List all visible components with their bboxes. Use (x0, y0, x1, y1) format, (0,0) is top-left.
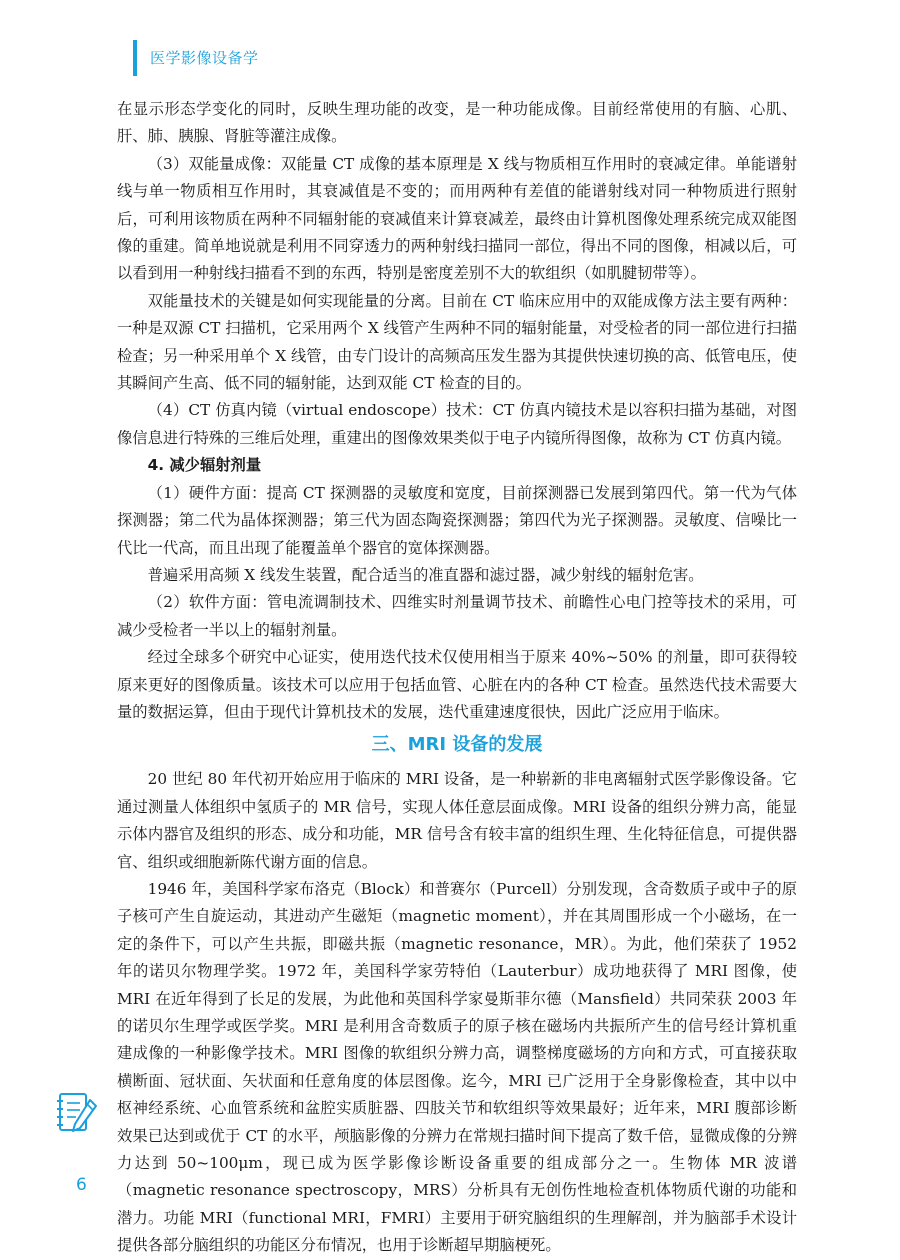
page-content (117, 96, 797, 1260)
paragraph-dual-energy-key: 双能量技术的关键是如何实现能量的分离。目前在 CT 临床应用中的双能成像方法主要有两种：一种是双源 CT 扫描机，它采用两个 X 线管产生两种不同的辐射能量，对受检者的同一部位进行扫描检查；另一种采用单个 X 线管，由专门设计的高频高压发生器为其提供快速切换的高、低管电压，使其瞬间产生高、低不同的辐射能，达到双能 CT 检查的目的。 (117, 291, 797, 393)
paragraph-virtual-endoscope: （4）CT 仿真内镜（virtual endoscope）技术：CT 仿真内镜技术是以容积扫描为基础，对图像信息进行特殊的三维后处理，重建出的图像效果类似于电子内镜所得图像，故称为 CT 仿真内镜。 (117, 401, 797, 447)
paragraph-hf-generator: 普遍采用高频 X 线发生装置，配合适当的准直器和滤过器，减少射线的辐射危害。 (147, 565, 704, 584)
paragraph-hardware: （1）硬件方面：提高 CT 探测器的灵敏度和宽度，目前探测器已发展到第四代。第一代为气体探测器；第二代为晶体探测器；第三代为固态陶瓷探测器；第四代为光子探测器。灵敏度、信噪比一代比一代高，而且出现了能覆盖单个器官的宽体探测器。 (117, 483, 797, 557)
header-accent-bar (133, 40, 137, 76)
paragraph-software: （2）软件方面：管电流调制技术、四维实时剂量调节技术、前瞻性心电门控等技术的采用，可减少受检者一半以上的辐射剂量。 (117, 593, 797, 639)
paragraph-iterative: 经过全球多个研究中心证实，使用迭代技术仅使用相当于原来 40%~50% 的剂量，即可获得较原来更好的图像质量。该技术可以应用于包括血管、心脏在内的各种 CT 检查。虽然迭代技术需要大量的数据运算，但由于现代计算机技术的发展，迭代重建速度很快，因此广泛应用于临床。 (117, 648, 797, 721)
page-number: 6 (76, 1175, 87, 1195)
running-header-title: 医学影像设备学 (150, 49, 259, 67)
paragraph-perfusion-continued: 在显示形态学变化的同时，反映生理功能的改变，是一种功能成像。目前经常使用的有脑、心肌、肝、肺、胰腺、肾脏等灌注成像。 (117, 100, 797, 146)
paragraph-mri-history: 1946 年，美国科学家布洛克（Block）和普赛尔（Purcell）分别发现，含奇数质子或中子的原子核可产生自旋运动，其进动产生磁矩（magnetic moment），并在其周围形成一个小磁场，在一定的条件下，可以产生共振，即磁共振（magnetic resonance，MR）。为此，他们荣获了 1952 年的诺贝尔物理学奖。1972 年，美国科学家劳特伯（Lauterbur）成功地获得了 MRI 图像，使 MRI 在近年得到了长足的发展，为此他和英国科学家曼斯菲尔德（Mansfield）共同荣获 2003 年的诺贝尔生理学或医学奖。MRI 是利用含奇数质子的原子核在磁场内共振所产生的信号经计算机重建成像的一种影像学技术。MRI 图像的软组织分辨力高，调整梯度磁场的方向和方式，可直接获取横断面、冠状面、矢状面和任意角度的体层图像。迄今，MRI 已广泛用于全身影像检查，其中以中枢神经系统、心血管系统和盆腔实质脏器、四肢关节和软组织等效果最好；近年来，MRI 腹部诊断效果已达到或优于 CT 的水平，颅脑影像的分辨力在常规扫描时间下提高了数千倍，显微成像的分辨力达到 50~100μm，现已成为医学影像诊断设备重要的组成部分之一。生物体 MR 波谱（magnetic resonance spectroscopy，MRS）分析具有无创伤性地检查机体物质代谢的功能和潜力。功能 MRI（functional MRI，FMRI）主要用于研究脑组织的生理解剖，并为脑部手术设计提供各部分脑组织的功能区分布情况，也用于诊断超早期脑梗死。 (117, 879, 797, 1255)
section-heading-reduce-dose: 4. 减少辐射剂量 (147, 456, 262, 475)
section-heading-mri: 三、MRI 设备的发展 (371, 734, 543, 756)
paragraph-dual-energy: （3）双能量成像：双能量 CT 成像的基本原理是 X 线与物质相互作用时的衰减定律。单能谱射线与单一物质相互作用时，其衰减值是不变的；而用两种有差值的能谱射线对同一种物质进行照射后，可利用该物质在两种不同辐射能的衰减值来计算衰减差，最终由计算机图像处理系统完成双能图像的重建。简单地说就是利用不同穿透力的两种射线扫描同一部位，得出不同的图像，相减以后，可以看到用一种射线扫描看不到的东西，特别是密度差别不大的软组织（如肌腱韧带等）。 (117, 154, 797, 283)
paragraph-mri-intro: 20 世纪 80 年代初开始应用于临床的 MRI 设备，是一种崭新的非电离辐射式医学影像设备。它通过测量人体组织中氢质子的 MR 信号，实现人体任意层面成像。MRI 设备的组织分辨力高，能显示体内器官及组织的形态、成分和功能，MR 信号含有较丰富的组织生理、生化特征信息，可提供器官、组织或细胞新陈代谢方面的信息。 (117, 770, 797, 871)
notebook-pencil-icon (56, 1090, 100, 1140)
